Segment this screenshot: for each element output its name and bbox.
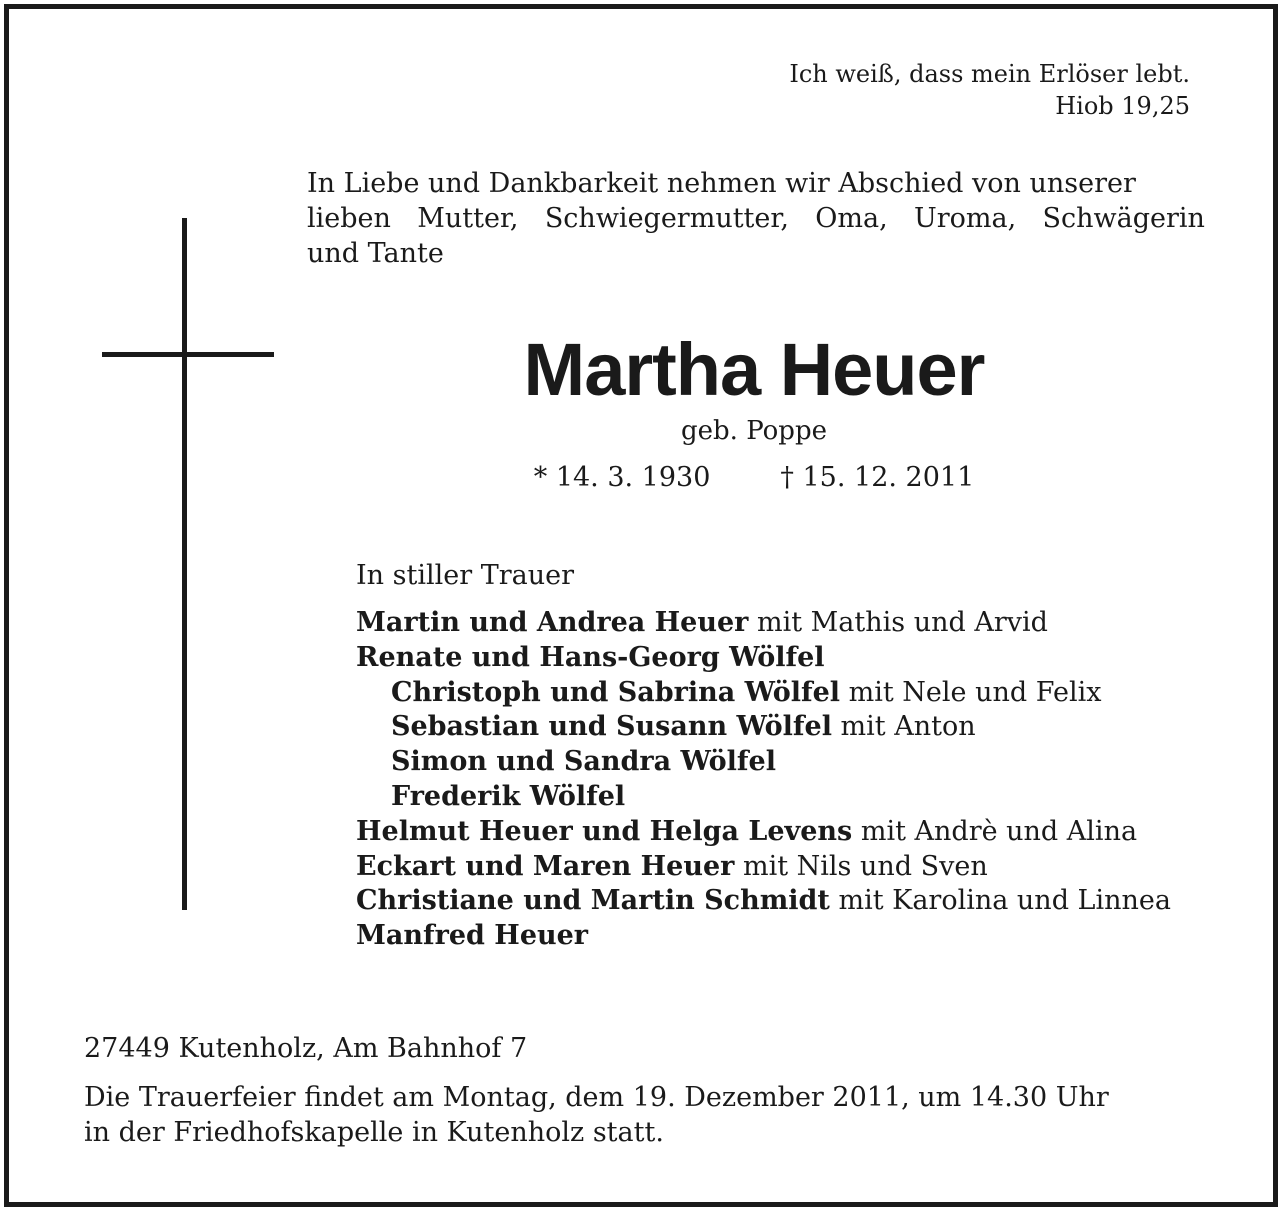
mourner-entry: Christiane und Martin Schmidt mit Karolina und Linnea <box>356 885 1171 917</box>
intro-word: Oma, <box>815 203 888 234</box>
mourning-intro: In stiller Trauer <box>356 560 575 591</box>
intro-line-3: und Tante <box>307 238 444 269</box>
deceased-name: Martha Heuer <box>523 328 985 411</box>
service-line-2: in der Friedhofskapelle in Kutenholz statt. <box>84 1117 664 1148</box>
family-address: 27449 Kutenholz, Am Bahnhof 7 <box>84 1033 528 1064</box>
intro-line-2 <box>307 201 1205 236</box>
mourner-entry: Frederik Wölfel <box>391 780 626 812</box>
mourners-list <box>356 606 1171 954</box>
intro-word: Schwägerin <box>1042 203 1205 234</box>
intro-text <box>307 166 1205 271</box>
bible-motto <box>789 58 1190 122</box>
mourner-entry: Renate und Hans-Georg Wölfel <box>356 641 825 673</box>
mourner-entry: Helmut Heuer und Helga Levens mit Andrè und Alina <box>356 815 1138 847</box>
intro-word: lieben <box>307 203 391 234</box>
mourner-entry: Manfred Heuer <box>356 920 589 952</box>
funeral-service-info <box>84 1080 1109 1150</box>
life-dates <box>300 460 1208 496</box>
mourner-entry: Martin und Andrea Heuer mit Mathis und Arvid <box>356 607 1048 638</box>
maiden-name: geb. Poppe <box>681 416 827 446</box>
intro-line-1: In Liebe und Dankbarkeit nehmen wir Abschied von unserer <box>307 168 1136 199</box>
mourner-entry: Christoph und Sabrina Wölfel mit Nele und Felix <box>391 676 1102 708</box>
cross-icon <box>182 218 187 910</box>
intro-word: Mutter, <box>417 203 519 234</box>
mourner-entry: Sebastian und Susann Wölfel mit Anton <box>391 711 976 743</box>
cross-icon-crossbar <box>102 352 274 357</box>
service-line-1: Die Trauerfeier findet am Montag, dem 19. Dezember 2011, um 14.30 Uhr <box>84 1082 1109 1113</box>
mourner-entry: Simon und Sandra Wölfel <box>391 746 776 778</box>
mourner-entry: Eckart und Maren Heuer mit Nils und Sven <box>356 850 988 882</box>
birth-date: * 14. 3. 1930 <box>533 462 711 493</box>
motto-reference: Hiob 19,25 <box>1055 92 1190 120</box>
death-date: † 15. 12. 2011 <box>780 462 975 493</box>
motto-quote: Ich weiß, dass mein Erlöser lebt. <box>789 60 1190 88</box>
intro-word: Schwiegermutter, <box>544 203 789 234</box>
intro-word: Uroma, <box>914 203 1017 234</box>
